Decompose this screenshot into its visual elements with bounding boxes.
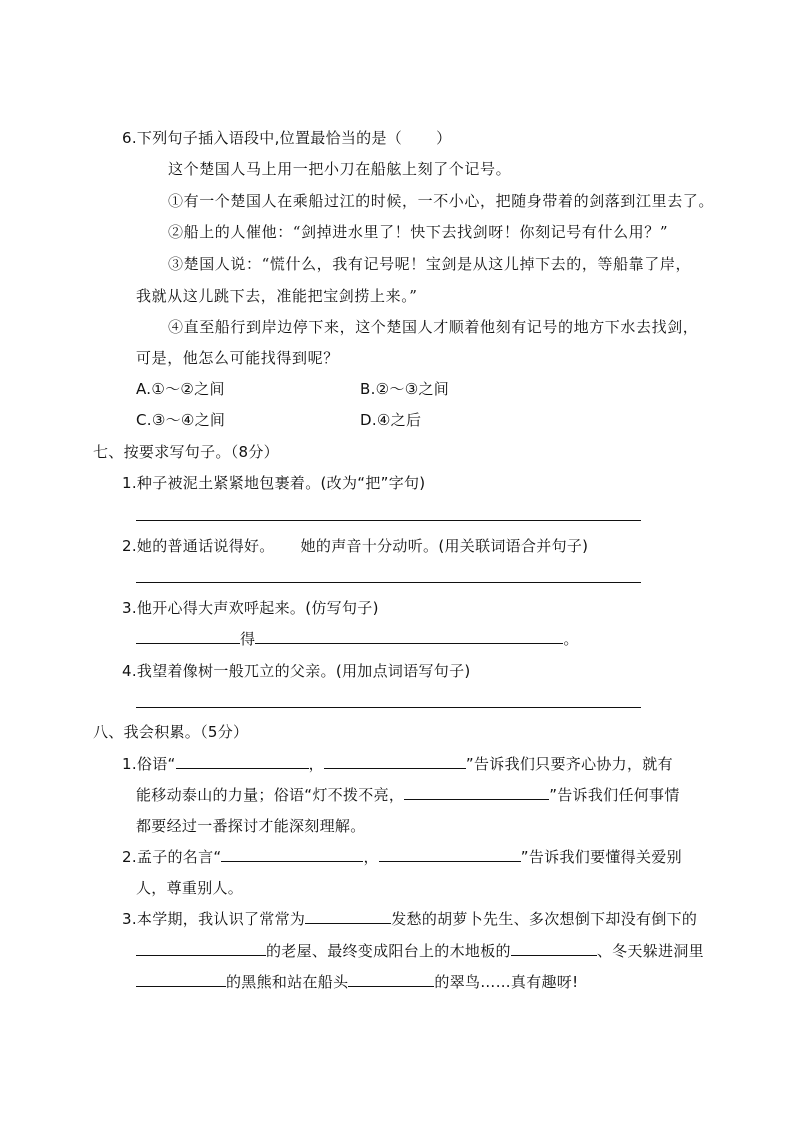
sec7-q1: 1.种子被泥土紧紧地包裹着。(改为“把”字句)	[122, 474, 426, 492]
sec8-q1-line2: 能移动泰山的力量；俗语“灯不拨不亮， ”告诉我们任何事情	[136, 786, 680, 804]
sec8-q3-blank-5[interactable]	[348, 972, 434, 987]
q6-stem: 6.下列句子插入语段中,位置最恰当的是（ ）	[122, 129, 452, 147]
sec8-q3-blank-1[interactable]	[305, 909, 391, 924]
sec8-q3-blank-4[interactable]	[136, 972, 226, 987]
sec7-q2: 2.她的普通话说得好。 她的声音十分动听。(用关联词语合并句子)	[122, 537, 589, 555]
sec8-q1-blank-1[interactable]	[176, 754, 309, 769]
q6-sentence-3a: ③楚国人说：“慌什么，我有记号呢！宝剑是从这儿掉下去的，等船靠了岸，	[168, 255, 692, 273]
q6-option-d[interactable]: D.④之后	[360, 411, 422, 429]
section-7-title: 七、按要求写句子。（8分）	[93, 443, 279, 461]
q6-sentence-4b: 可是，他怎么可能找得到呢？	[136, 349, 339, 367]
q6-sentence-3b: 我就从这儿跳下去，准能把宝剑捞上来。”	[136, 287, 418, 305]
q6-insert-sentence: 这个楚国人马上用一把小刀在船舷上刻了个记号。	[168, 160, 512, 178]
sec8-q1-line1: 1.俗语“ ， ”告诉我们只要齐心协力，就有	[122, 755, 673, 773]
sec8-q3-blank-3[interactable]	[511, 941, 597, 956]
sec7-q3-imitation: 得 。	[136, 629, 579, 649]
sec8-q2-line1: 2.孟子的名言“ ， ”告诉我们要懂得关爱别	[122, 848, 682, 866]
sec8-q1-blank-2[interactable]	[324, 754, 466, 769]
sec8-q2-blank-2[interactable]	[379, 847, 521, 862]
sec8-q1-blank-3[interactable]	[404, 785, 549, 800]
sec8-q2-line2: 人，尊重别人。	[136, 879, 244, 897]
sec8-q2-blank-1[interactable]	[221, 847, 363, 862]
q6-sentence-1: ①有一个楚国人在乘船过江的时候，一不小心，把随身带着的剑落到江里去了。	[168, 192, 715, 210]
sec7-q4: 4.我望着像树一般兀立的父亲。(用加点词语写句子)	[122, 662, 471, 680]
sec7-q3-blank-subject[interactable]	[136, 629, 240, 644]
sec7-q1-answer-line[interactable]	[136, 520, 641, 521]
q6-sentence-2: ②船上的人催他：“剑掉进水里了！快下去找剑呀！你刻记号有什么用？”	[168, 223, 669, 241]
sec7-q3-blank-predicate[interactable]	[255, 629, 563, 644]
sec8-q3-blank-2[interactable]	[136, 941, 266, 956]
q6-option-c[interactable]: C.③～④之间	[136, 411, 226, 429]
sec8-q3-line2: 的老屋、最终变成阳台上的木地板的 、冬天躲进洞里	[136, 941, 704, 961]
sec8-q3-line1: 3.本学期，我认识了常常为 发愁的胡萝卜先生、多次想倒下却没有倒下的	[122, 910, 698, 928]
section-8-title: 八、我会积累。（5分）	[93, 723, 249, 741]
q6-option-b[interactable]: B.②～③之间	[360, 380, 450, 398]
sec8-q1-line3: 都要经过一番探讨才能深刻理解。	[136, 817, 366, 835]
sec7-q3: 3.他开心得大声欢呼起来。(仿写句子)	[122, 599, 379, 617]
sec7-q2-answer-line[interactable]	[136, 582, 641, 583]
q6-sentence-4a: ④直至船行到岸边停下来，这个楚国人才顺着他刻有记号的地方下水去找剑，	[168, 318, 699, 336]
q6-option-a[interactable]: A.①～②之间	[136, 380, 225, 398]
sec8-q3-line3: 的黑熊和站在船头 的翠鸟……真有趣呀!	[136, 972, 578, 992]
sec7-q4-answer-line[interactable]	[136, 707, 641, 708]
